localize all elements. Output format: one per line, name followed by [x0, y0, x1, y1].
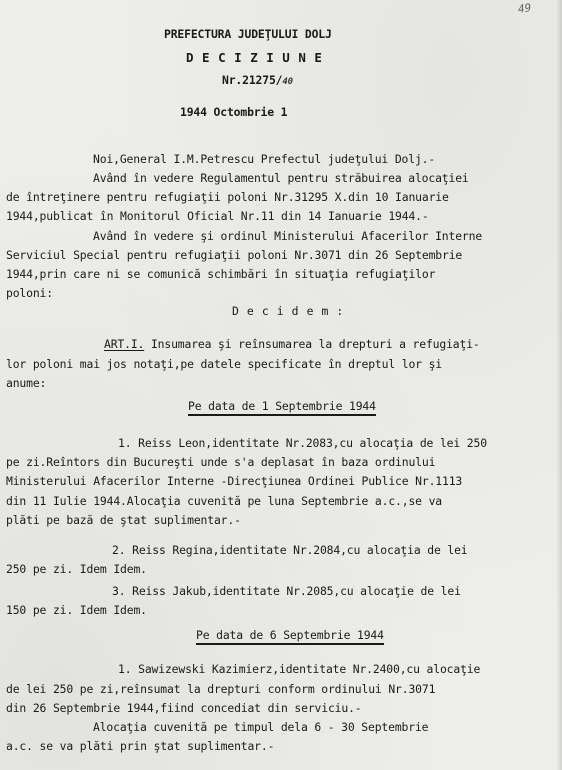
- s1-entry-2-line-2: 250 pe zi. Idem Idem.: [6, 562, 147, 576]
- institution-heading: PREFECTURA JUDEŢULUI DOLJ: [164, 27, 332, 41]
- s1-entry-2-line-1: 2. Reiss Regina,identitate Nr.2084,cu alocaţia de lei: [112, 543, 468, 557]
- s1-entry-3-line-1: 3. Reiss Jakub,identitate Nr.2085,cu alocaţie de lei: [112, 584, 461, 598]
- intro-line-5: Având în vedere şi ordinul Ministerului Afacerilor Interne: [93, 229, 483, 243]
- s1-entry-1-line-2: pe zi.Reîntors din Bucureşti unde s'a deplasat în baza ordinului: [6, 455, 436, 469]
- s2-entry-1-line-3: din 26 Septembrie 1944,fiind concediat din serviciu.-: [6, 701, 362, 715]
- decidem-heading: D e c i d e m :: [232, 304, 344, 318]
- s1-entry-1-line-5: plăti pe bază de ştat suplimentar.-: [6, 513, 241, 527]
- document-date: 1944 Octombrie 1: [180, 105, 288, 119]
- art1-line-1: [104, 337, 480, 351]
- s1-entry-3-line-2: 150 pe zi. Idem Idem.: [6, 603, 147, 617]
- art1-text-1: Insumarea şi reînsumarea la drepturi a refugiaţi-: [144, 337, 480, 351]
- document-number-handwritten: 40: [282, 77, 293, 87]
- section-1-heading: [188, 399, 376, 413]
- s2-entry-1-line-1: 1. Sawizewski Kazimierz,identitate Nr.2400,cu alocaţie: [118, 662, 481, 676]
- art1-line-2: lor poloni mai jos notaţi,pe datele specificate în dreptul lor şi: [6, 357, 443, 371]
- art1-label: ART.I.: [104, 337, 145, 351]
- document-number: [222, 73, 293, 89]
- intro-line-3: de întreţinere pentru refugiaţii poloni Nr.31295 X.din 10 Ianuarie: [6, 190, 449, 204]
- page-edge-shadow: [556, 0, 562, 770]
- s1-entry-1-line-4: din 11 Iulie 1944.Alocaţia cuvenită pe luna Septembrie a.c.,se va: [6, 494, 443, 508]
- section-1-heading-text: Pe data de 1 Septembrie 1944: [188, 399, 376, 416]
- intro-line-6: Serviciul Special pentru refugiaţii poloni Nr.3071 din 26 Septembrie: [6, 248, 463, 262]
- intro-line-1: Noi,General I.M.Petrescu Prefectul judeţului Dolj.-: [93, 152, 436, 166]
- section-2-heading: [196, 628, 384, 642]
- intro-line-4: 1944,publicat în Monitorul Oficial Nr.11 din 14 Ianuarie 1944.-: [6, 209, 429, 223]
- intro-line-7: 1944,prin care ni se comunică schimbări în situaţia refugiaţilor: [6, 267, 436, 281]
- s2-entry-1-line-5: a.c. se va plăti prin ştat suplimentar.-: [6, 739, 275, 753]
- document-type-heading: D E C I Z I U N E: [186, 50, 323, 65]
- intro-line-8: poloni:: [6, 286, 53, 300]
- s2-entry-1-line-4: Alocaţia cuvenită pe timpul dela 6 - 30 Septembrie: [93, 720, 429, 734]
- document-number-text: Nr.21275/: [222, 73, 283, 87]
- s1-entry-1-line-1: 1. Reiss Leon,identitate Nr.2083,cu alocaţia de lei 250: [118, 436, 487, 450]
- s1-entry-1-line-3: Ministerului Afacerilor Interne -Direcţiunea Ordinei Publice Nr.1113: [6, 474, 463, 488]
- section-2-heading-text: Pe data de 6 Septembrie 1944: [196, 628, 384, 645]
- intro-line-2: Având în vedere Regulamentul pentru străbuirea alocaţiei: [93, 171, 469, 185]
- art1-line-3: anume:: [6, 376, 47, 390]
- s2-entry-1-line-2: de lei 250 pe zi,reînsumat la drepturi conform ordinului Nr.3071: [6, 682, 436, 696]
- corner-handwritten-mark: 49: [517, 1, 533, 16]
